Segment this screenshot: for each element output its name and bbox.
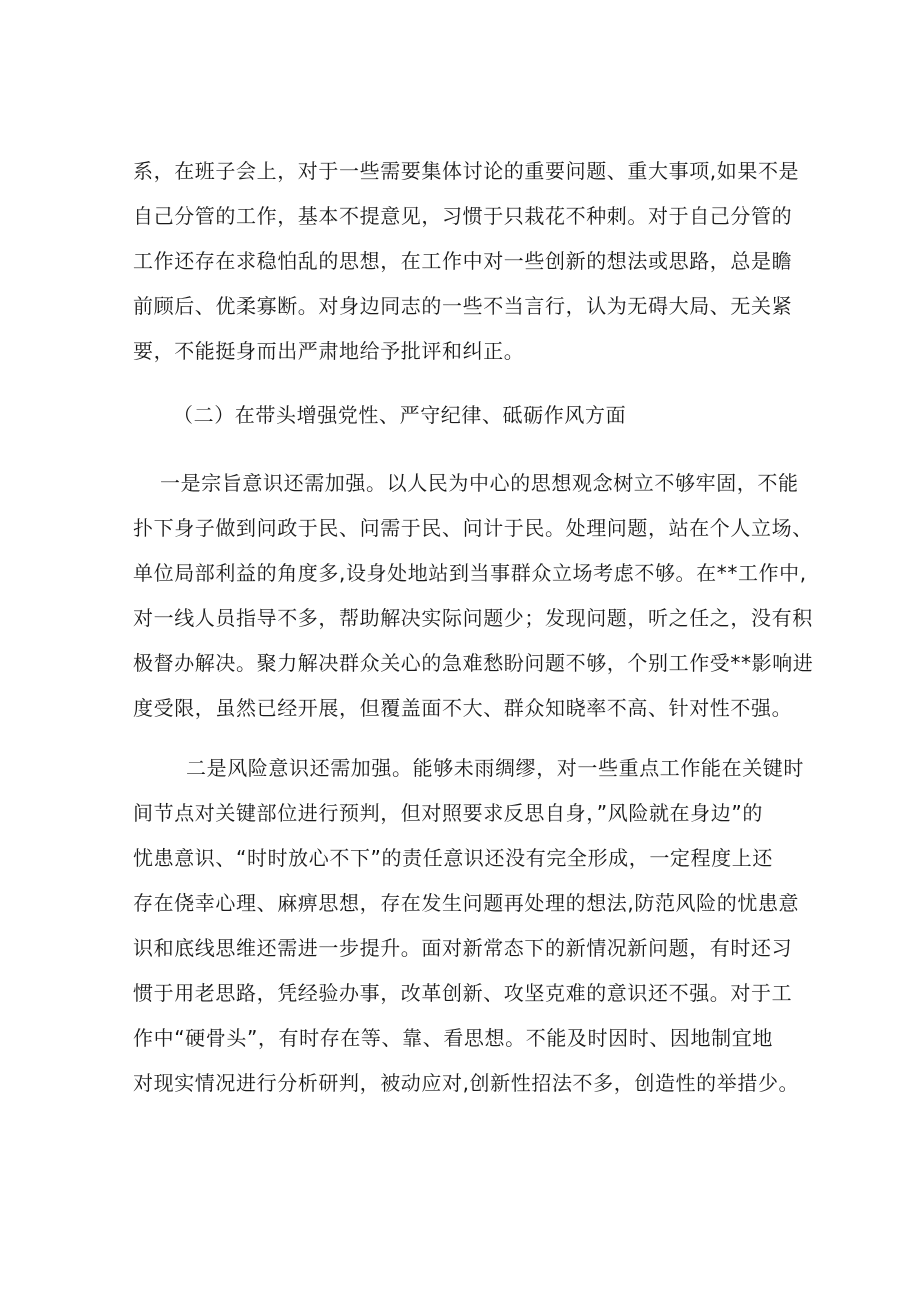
paragraph-3-line-1: 二是风险意识还需加强。能够未雨绸缪，对一些重点工作能在关键时 <box>186 756 804 780</box>
paragraph-3-line-6: 惯于用老思路，凭经验办事，改革创新、攻坚克难的意识还不强。对于工 <box>133 981 793 1005</box>
paragraph-1-line-5: 要，不能挺身而出严肃地给予批评和纠正。 <box>133 339 525 363</box>
paragraph-3-line-2: 间节点对关键部位进行预判，但对照要求反思自身，”风险就在身边”的 <box>133 801 763 825</box>
paragraph-1-line-3: 工作还存在求稳怕乱的思想，在工作中对一些创新的想法或思路，总是瞻 <box>133 249 793 273</box>
paragraph-2-line-6: 度受限，虽然已经开展，但覆盖面不大、群众知晓率不高、针对性不强。 <box>133 696 793 720</box>
paragraph-3-line-5: 识和底线思维还需进一步提升。面对新常态下的新情况新问题，有时还习 <box>133 936 793 960</box>
paragraph-1-line-4: 前顾后、优柔寡断。对身边同志的一些不当言行，认为无碍大局、无关紧 <box>133 294 793 318</box>
paragraph-3-line-3: 忧患意识、“时时放心不下”的责任意识还没有完全形成，一定程度上还 <box>133 846 773 870</box>
paragraph-2-line-5: 极督办解决。聚力解决群众关心的急难愁盼问题不够，个别工作受**影响进 <box>133 651 814 675</box>
paragraph-1-line-2: 自己分管的工作，基本不提意见，习惯于只栽花不种刺。对于自己分管的 <box>133 204 793 228</box>
paragraph-1-line-1: 系，在班子会上，对于一些需要集体讨论的重要问题、重大事项,如果不是 <box>133 159 800 183</box>
paragraph-2-line-4: 对一线人员指导不多，帮助解决实际问题少；发现问题，听之任之，没有积 <box>133 606 813 630</box>
paragraph-2-line-1: 一是宗旨意识还需加强。以人民为中心的思想观念树立不够牢固，不能 <box>160 471 799 495</box>
paragraph-3-line-4: 存在侥幸心理、麻痹思想，存在发生问题再处理的想法,防范风险的忧患意 <box>133 891 800 915</box>
paragraph-2-line-2: 扑下身子做到问政于民、问需于民、问计于民。处理问题，站在个人立场、 <box>133 516 813 540</box>
paragraph-2-line-3: 单位局部利益的角度多,设身处地站到当事群众立场考虑不够。在**工作中, <box>133 561 807 585</box>
paragraph-3-line-8: 对现实情况进行分析研判，被动应对,创新性招法不多，创造性的举措少。 <box>133 1071 800 1095</box>
paragraph-3-line-7: 作中“硬骨头”，有时存在等、靠、看思想。不能及时因时、因地制宜地 <box>133 1026 773 1050</box>
section-heading: （二）在带头增强党性、严守纪律、砥砺作风方面 <box>173 403 627 427</box>
